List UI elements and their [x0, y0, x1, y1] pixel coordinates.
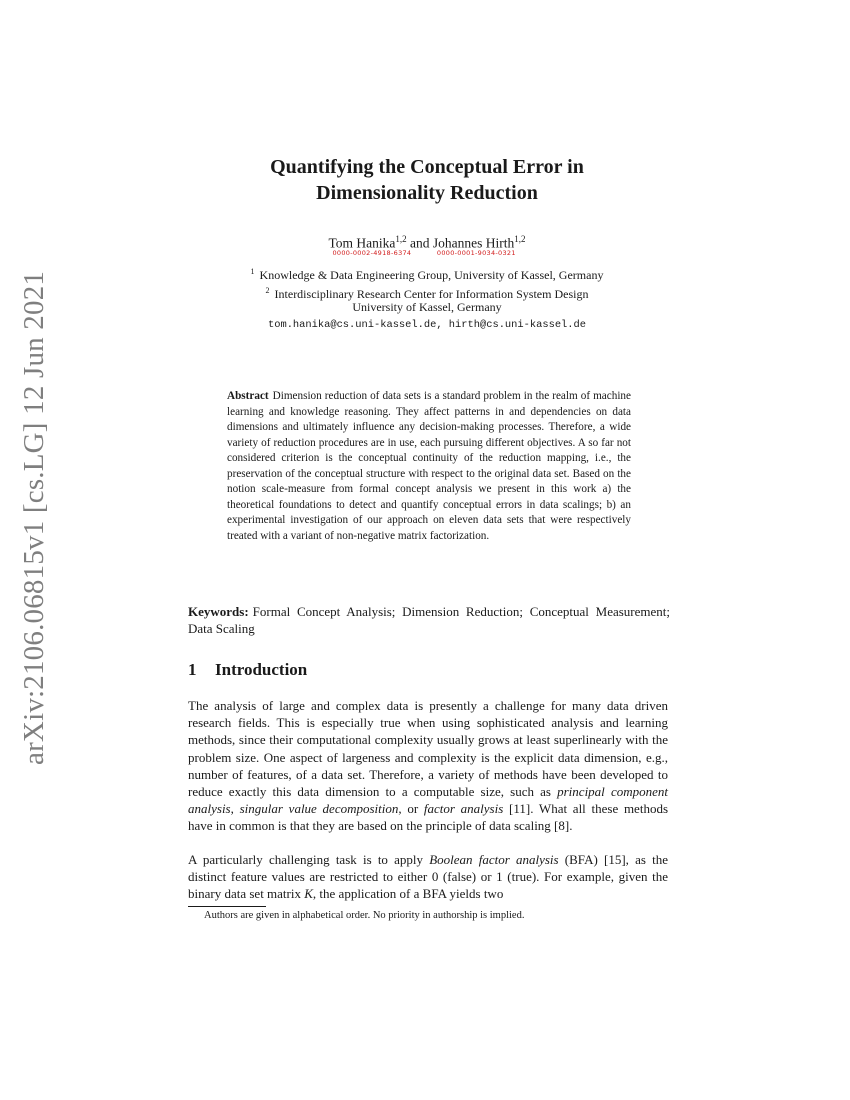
- author-emails[interactable]: tom.hanika@cs.uni-kassel.de, hirth@cs.uni-kassel.de: [267, 319, 586, 331]
- footnote: Authors are given in alphabetical order. No priority in authorship is implied.: [204, 910, 525, 921]
- body-paragraph-1: [188, 697, 668, 835]
- keywords-label: Keywords:: [188, 604, 249, 619]
- affiliation-text: Knowledge & Data Engineering Group, University of Kassel, Germany: [259, 268, 604, 282]
- author-conjunction: and: [410, 235, 430, 251]
- arxiv-identifier: arXiv:2106.06815v1 [cs.LG] 12 Jun 2021: [18, 270, 50, 765]
- author-hirth: [432, 234, 526, 257]
- affiliation-number: 2: [265, 286, 270, 295]
- text-run: The analysis of large and complex data is presently a challenge for many data driven research fields. This is especially true when using sophisticated analysis and learning methods, since their computational complexity usually grows at least superlinearly with the problem size. One aspect of largeness and complexity is the explicit data dimension, e.g., number of features, of a data set. Therefore, a variety of methods have been developed to reduce exactly this data dimension to a computable size, such as: [188, 698, 668, 800]
- text-run: A particularly challenging task is to apply: [188, 852, 430, 867]
- keywords: [188, 603, 670, 637]
- author-hanika: [328, 234, 412, 257]
- affiliation-number: 1: [250, 267, 255, 276]
- text-run: (BFA) [15], as the distinct feature values are restricted to either 0 (false) or 1 (true). For example, given the binary data set matrix: [188, 852, 668, 902]
- author-affiliation-marks: 1,2: [395, 234, 407, 244]
- abstract-text: Dimension reduction of data sets is a standard problem in the realm of machine learning and knowledge reasoning. They affect patterns in and dependencies on data dimensions and ultimately influence any decision-making processes. Therefore, a wide variety of reduction procedures are in use, each pursuing different objectives. A so far not considered criterion is the conceptual continuity of the reduction mapping, i.e., the preservation of the conceptual structure with respect to the original data set. Based on the notion scale-measure from formal concept analysis we present in this work a) the theoretical foundations to detect and quantify conceptual errors in data scalings; b) an experimental investigation of our approach on eleven data sets that were respectively treated with a variant of non-negative matrix factorization.: [227, 390, 631, 542]
- title-line-1: Quantifying the Conceptual Error in: [270, 156, 584, 178]
- section-number: 1: [188, 660, 197, 679]
- title-line-2: Dimensionality Reduction: [316, 182, 538, 204]
- emphasis-text: principal component analysis: [188, 784, 668, 817]
- keywords-text: Formal Concept Analysis; Dimension Reduction; Conceptual Measurement; Data Scaling: [188, 604, 670, 636]
- orcid-link[interactable]: 0000-0002-4918-6374: [332, 249, 412, 257]
- abstract: [227, 389, 631, 544]
- affiliation-text: Interdisciplinary Research Center for Information System Design: [274, 287, 589, 301]
- affiliation-2-location: University of Kassel, Germany: [352, 300, 502, 314]
- text-run: , the application of a BFA yields two: [312, 886, 504, 902]
- author-name: Johannes Hirth: [432, 235, 515, 251]
- body-paragraph-2: [188, 851, 668, 903]
- orcid-link[interactable]: 0000-0001-9034-0321: [436, 249, 516, 257]
- text-run: [11]. What all these methods have in common is that they are based on the principle of data scaling [8].: [188, 801, 668, 834]
- author-name: Tom Hanika: [328, 235, 396, 251]
- text-run: , or: [398, 801, 424, 817]
- emphasis-text: singular value decomposition: [239, 801, 399, 817]
- abstract-label: Abstract: [227, 390, 269, 402]
- affiliation-1: [188, 264, 666, 283]
- section-heading: [188, 660, 307, 680]
- section-title: Introduction: [215, 660, 308, 679]
- footnote-rule: [188, 906, 266, 907]
- author-list: [188, 234, 666, 257]
- text-run: ,: [230, 801, 240, 817]
- paper-title: [188, 154, 666, 206]
- author-affiliation-marks: 1,2: [514, 234, 526, 244]
- emphasis-text: factor analysis: [423, 801, 504, 817]
- math-symbol: K: [304, 886, 313, 902]
- emphasis-text: Boolean factor analysis: [429, 852, 559, 867]
